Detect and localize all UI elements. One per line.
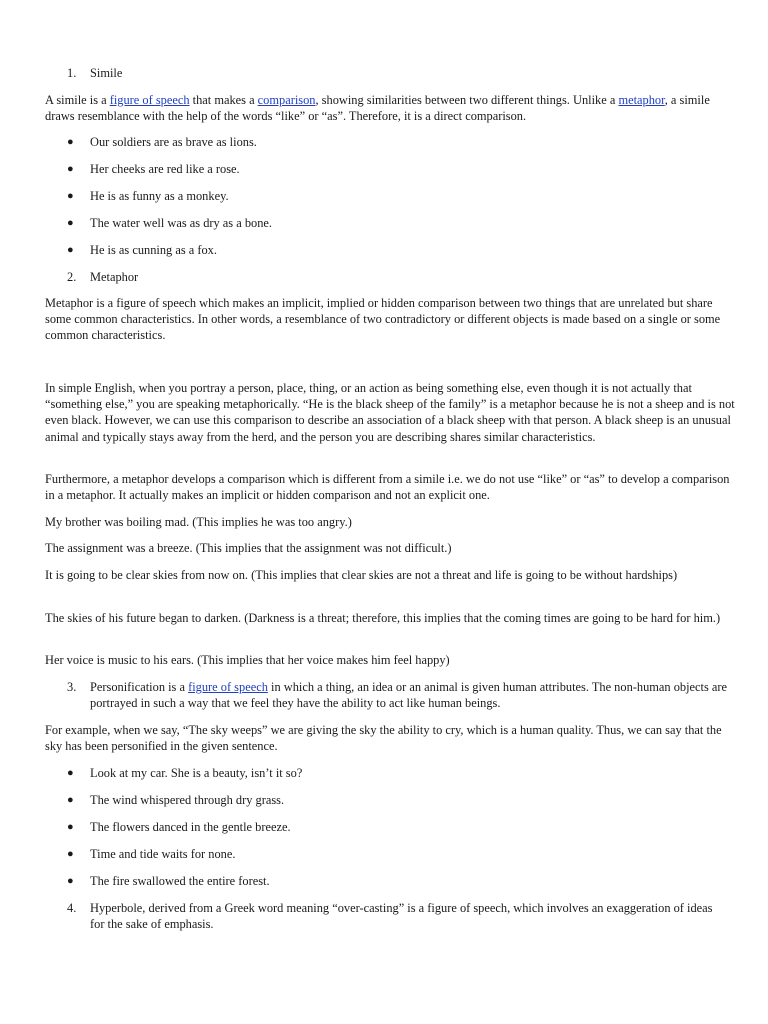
list-number: 2.: [67, 270, 77, 284]
example-text: Her cheeks are red like a rose.: [90, 162, 240, 176]
metaphor-example: The assignment was a breeze. (This implies that the assignment was not difficult.): [45, 541, 452, 555]
bullet-icon: ●: [67, 875, 74, 887]
bullet-icon: ●: [67, 217, 74, 229]
example-text: Time and tide waits for none.: [90, 847, 236, 861]
text-run: , a simile draws resemblance with the help of the words “like” or “as”. Therefore, it is a direct comparison.: [45, 93, 710, 124]
example-text: The water well was as dry as a bone.: [90, 216, 273, 230]
metaphor-example: The skies of his future began to darken. (Darkness is a threat; therefore, this implies that the coming times are going to be hard for him.): [45, 611, 721, 625]
example-text: The wind whispered through dry grass.: [90, 793, 285, 807]
list-number: 3.: [67, 680, 77, 694]
metaphor-paragraph: Metaphor is a figure of speech which makes an implicit, implied or hidden comparison between two things that are unrelated but share some common characteristics. In other words, a resemblance of two contradictory or different objects is made based on a single or some common characteristics.: [45, 296, 721, 343]
metaphor-link[interactable]: metaphor: [618, 93, 665, 107]
metaphor-paragraph: In simple English, when you portray a person, place, thing, or an action as being something else, even though it is not actually that “something else,” you are speaking metaphorically. “He is the black sheep of the family” is a metaphor because he is not a sheep and is not even black. However, we can use this comparison to describe an association of a black sheep with that person. A black sheep is an unusual animal and typically stays away from the herd, and the person you are describing shares similar characteristics.: [45, 381, 735, 444]
bullet-icon: ●: [67, 767, 74, 779]
example-text: He is as funny as a monkey.: [90, 189, 229, 203]
metaphor-example: It is going to be clear skies from now on. (This implies that clear skies are not a threat and life is going to be without hardships): [45, 568, 678, 582]
list-number: 4.: [67, 901, 77, 915]
personification-text: [90, 679, 730, 711]
example-text: The flowers danced in the gentle breeze.: [90, 820, 291, 834]
bullet-icon: ●: [67, 136, 74, 148]
text-run: A simile is a: [45, 93, 110, 107]
example-text: He is as cunning as a fox.: [90, 243, 217, 257]
metaphor-example: My brother was boiling mad. (This implies he was too angry.): [45, 515, 352, 529]
example-text: Look at my car. She is a beauty, isn’t it so?: [90, 766, 303, 780]
bullet-icon: ●: [67, 848, 74, 860]
bullet-icon: ●: [67, 794, 74, 806]
text-run: , showing similarities between two different things. Unlike a: [315, 93, 619, 107]
bullet-icon: ●: [67, 244, 74, 256]
figure-of-speech-link[interactable]: figure of speech: [109, 93, 190, 107]
metaphor-example: Her voice is music to his ears. (This implies that her voice makes him feel happy): [45, 653, 450, 667]
bullet-icon: ●: [67, 163, 74, 175]
text-run: that makes a: [189, 93, 258, 107]
metaphor-paragraph: Furthermore, a metaphor develops a comparison which is different from a simile i.e. we do not use “like” or “as” to develop a comparison in a metaphor. It actually makes an implicit or hidden comparison and not an explicit one.: [45, 472, 730, 503]
example-text: The fire swallowed the entire forest.: [90, 874, 270, 888]
section-title: Metaphor: [90, 270, 139, 284]
text-run: Personification is a: [90, 680, 189, 694]
section-title: Simile: [90, 66, 123, 80]
comparison-link[interactable]: comparison: [257, 93, 316, 107]
example-text: Our soldiers are as brave as lions.: [90, 135, 257, 149]
hyperbole-text: Hyperbole, derived from a Greek word meaning “over-casting” is a figure of speech, which involves an exaggeration of ideas for the sake of emphasis.: [90, 901, 713, 932]
bullet-icon: ●: [67, 821, 74, 833]
personification-paragraph: For example, when we say, “The sky weeps” we are giving the sky the ability to cry, which is a human quality. Thus, we can say that the sky has been personified in the given sentence.: [45, 723, 722, 754]
bullet-icon: ●: [67, 190, 74, 202]
figure-of-speech-link[interactable]: figure of speech: [188, 680, 268, 694]
list-number: 1.: [67, 66, 77, 80]
simile-intro-paragraph: [45, 92, 735, 124]
text-run: in which a thing, an idea or an animal is given human attributes. The non-human objects are portrayed in such a way that we feel they have the ability to act like human beings.: [90, 680, 728, 711]
